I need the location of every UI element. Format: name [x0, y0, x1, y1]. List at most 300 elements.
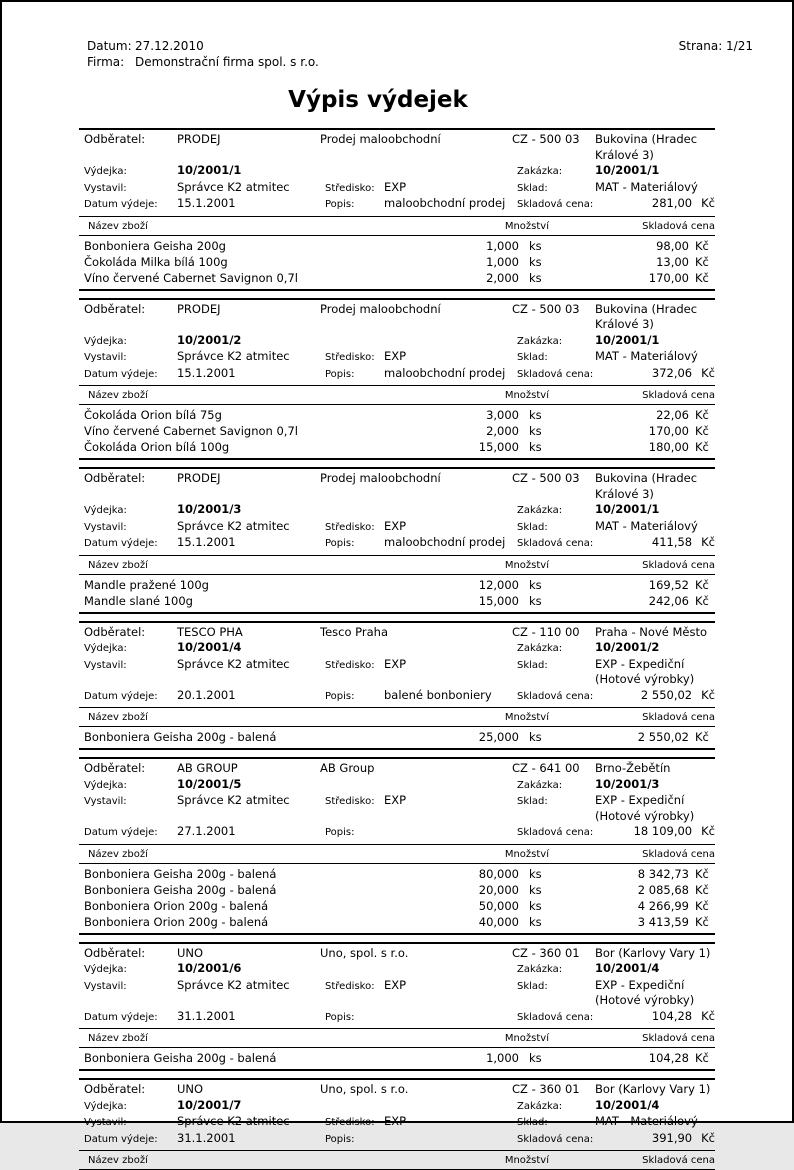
voucher-number-label: Výdejka: — [84, 779, 127, 791]
currency-label: Kč — [701, 365, 715, 380]
firm-row — [87, 54, 319, 70]
description-label: Popis: — [325, 827, 355, 838]
issue-date-label: Datum výdeje: — [84, 1133, 158, 1145]
item-row — [79, 898, 715, 914]
warehouse-value: MAT - Materiálový — [595, 349, 698, 363]
issue-date-value: 15.1.2001 — [177, 365, 236, 380]
stock-price-label: Skladová cena: — [517, 1011, 594, 1023]
items-list — [79, 575, 715, 612]
items-list — [79, 864, 715, 933]
page-header-left — [87, 38, 319, 70]
column-header-name: Název zboží — [88, 559, 148, 571]
item-currency: Kč — [695, 898, 709, 913]
voucher-header — [79, 759, 715, 845]
column-header-price: Skladová cena — [642, 1155, 715, 1166]
department-value: EXP — [384, 793, 407, 807]
item-currency: Kč — [695, 440, 709, 454]
issuer-value: Správce K2 atmitec — [177, 518, 290, 533]
description-label: Popis: — [325, 1011, 355, 1023]
column-header-price: Skladová cena — [642, 220, 715, 232]
item-row — [79, 729, 715, 745]
department-value: EXP — [384, 656, 407, 671]
stock-price-label: Skladová cena: — [517, 368, 594, 380]
column-header-price: Skladová cena — [642, 390, 715, 401]
customer-city: Bor (Karlovy Vary 1) — [595, 1082, 711, 1096]
warehouse-label: Sklad: — [517, 796, 548, 807]
item-name: Bonboniera Geisha 200g - balená — [84, 866, 277, 881]
column-header-quantity: Množství — [504, 1155, 549, 1166]
customer-label: Odběratel: — [84, 471, 146, 485]
item-name: Bonboniera Orion 200g - balená — [84, 898, 269, 913]
item-row — [79, 1050, 715, 1066]
item-unit: ks — [529, 882, 542, 897]
issuer-row — [79, 519, 715, 536]
column-header-name: Název zboží — [88, 1033, 148, 1044]
voucher-number-row — [79, 1098, 715, 1115]
currency-label: Kč — [701, 1008, 715, 1023]
stock-price-value: 372,06 — [651, 365, 693, 380]
page-header — [79, 38, 753, 70]
item-name: Čokoláda Orion bílá 100g — [84, 440, 230, 454]
item-name: Mandle slané 100g — [84, 593, 193, 608]
warehouse-value: EXP - Expediční (Hotové výrobky) — [595, 656, 695, 686]
customer-label: Odběratel: — [84, 945, 146, 960]
warehouse-label: Sklad: — [517, 352, 548, 363]
column-header-price: Skladová cena — [642, 848, 715, 860]
item-currency: Kč — [695, 914, 709, 929]
voucher-header — [79, 944, 715, 1030]
issue-date-row — [79, 824, 715, 841]
issue-date-label: Datum výdeje: — [84, 368, 158, 380]
items-column-header — [79, 708, 715, 727]
issue-date-value: 27.1.2001 — [177, 824, 236, 838]
warehouse-value: MAT - Materiálový — [595, 1114, 698, 1128]
voucher-number-value: 10/2001/1 — [177, 163, 242, 177]
issuer-label: Vystavil: — [84, 521, 127, 533]
item-price: 170,00 — [648, 424, 689, 438]
customer-city: Bukovina (Hradec Králové 3) — [595, 471, 698, 501]
order-value: 10/2001/1 — [595, 332, 660, 347]
issue-date-value: 20.1.2001 — [177, 687, 236, 702]
description-label: Popis: — [325, 368, 355, 380]
description-label: Popis: — [325, 690, 355, 702]
item-quantity: 1,000 — [486, 1051, 519, 1065]
customer-city: Bukovina (Hradec Králové 3) — [595, 132, 698, 162]
warehouse-label: Sklad: — [517, 659, 548, 671]
description-label: Popis: — [325, 199, 355, 210]
issue-date-value: 15.1.2001 — [177, 196, 236, 210]
date-row — [87, 38, 319, 54]
voucher-number-value: 10/2001/2 — [177, 332, 242, 347]
column-header-quantity: Množství — [504, 712, 549, 723]
item-row — [79, 593, 715, 609]
item-currency: Kč — [695, 424, 709, 438]
stock-price-cell — [595, 824, 715, 840]
currency-label: Kč — [701, 535, 715, 549]
voucher-number-label: Výdejka: — [84, 1100, 127, 1112]
issue-date-row — [79, 1131, 715, 1148]
column-header-price: Skladová cena — [642, 1033, 715, 1044]
description-value: balené bonboniery — [384, 687, 492, 702]
item-currency: Kč — [695, 254, 709, 269]
stock-price-value: 18 109,00 — [633, 824, 693, 838]
description-label: Popis: — [325, 538, 355, 549]
customer-zip: CZ - 500 03 — [512, 132, 580, 146]
currency-label: Kč — [701, 196, 715, 210]
item-name: Bonboniera Geisha 200g — [84, 238, 226, 253]
customer-label: Odběratel: — [84, 761, 146, 775]
item-price: 180,00 — [648, 440, 689, 454]
issue-date-value: 31.1.2001 — [177, 1008, 236, 1023]
warehouse-value: EXP - Expediční (Hotové výrobky) — [595, 977, 695, 1007]
issue-date-label: Datum výdeje: — [84, 690, 158, 702]
voucher-number-value: 10/2001/7 — [177, 1097, 242, 1112]
issuer-value: Správce K2 atmitec — [177, 349, 290, 363]
report-title: Výpis výdejek — [288, 87, 468, 113]
description-value: maloobchodní prodej — [384, 365, 506, 380]
item-price: 104,28 — [648, 1051, 689, 1065]
customer-row — [79, 302, 715, 333]
column-header-quantity: Množství — [504, 390, 549, 401]
issuer-label: Vystavil: — [84, 659, 127, 671]
voucher-header — [79, 130, 715, 217]
item-quantity: 25,000 — [478, 730, 519, 744]
customer-code: UNO — [177, 1082, 204, 1096]
department-label: Středisko: — [325, 1117, 375, 1128]
items-list — [79, 727, 715, 748]
customer-row — [79, 625, 715, 641]
customer-zip: CZ - 500 03 — [512, 301, 580, 316]
item-name: Bonboniera Geisha 200g - balená — [84, 730, 277, 744]
stock-price-label: Skladová cena: — [517, 538, 594, 549]
customer-code: AB GROUP — [177, 761, 238, 775]
issuer-label: Vystavil: — [84, 796, 127, 807]
order-label: Zakázka: — [517, 505, 563, 516]
column-header-name: Název zboží — [88, 220, 148, 232]
voucher-section — [79, 757, 715, 935]
item-unit: ks — [529, 898, 542, 913]
stock-price-value: 2 550,02 — [640, 687, 693, 702]
customer-code: TESCO PHA — [177, 624, 243, 639]
item-price: 8 342,73 — [637, 866, 689, 881]
item-quantity: 15,000 — [478, 593, 519, 608]
item-row — [79, 914, 715, 930]
column-header-name: Název zboží — [88, 712, 148, 723]
item-row — [79, 439, 715, 455]
item-currency: Kč — [695, 577, 709, 592]
stock-price-value: 391,90 — [651, 1130, 693, 1145]
issuer-row — [79, 657, 715, 688]
order-value: 10/2001/3 — [595, 776, 660, 791]
customer-name: Tesco Praha — [320, 624, 388, 639]
voucher-number-row — [79, 502, 715, 519]
voucher-number-row — [79, 163, 715, 180]
column-header-name: Název zboží — [88, 1155, 148, 1166]
stock-price-label: Skladová cena: — [517, 199, 594, 210]
customer-city: Praha - Nové Město — [595, 624, 708, 639]
item-row — [79, 407, 715, 423]
stock-price-cell — [595, 1131, 715, 1147]
item-row — [79, 577, 715, 593]
issuer-value: Správce K2 atmitec — [177, 1114, 290, 1128]
description-value: maloobchodní prodej — [384, 535, 506, 549]
department-value: EXP — [384, 1114, 407, 1128]
item-unit: ks — [529, 1051, 542, 1065]
item-name: Víno červené Cabernet Savignon 0,7l — [84, 424, 298, 438]
warehouse-label: Sklad: — [517, 521, 548, 533]
item-currency: Kč — [695, 882, 709, 897]
department-label: Středisko: — [325, 521, 375, 533]
customer-label: Odběratel: — [84, 132, 146, 146]
voucher-number-value: 10/2001/5 — [177, 776, 242, 791]
stock-price-cell — [595, 535, 715, 551]
item-price: 169,52 — [648, 577, 689, 592]
item-quantity: 12,000 — [478, 577, 519, 592]
item-price: 242,06 — [648, 593, 689, 608]
warehouse-label: Sklad: — [517, 182, 548, 194]
item-currency: Kč — [695, 270, 709, 285]
item-unit: ks — [529, 593, 542, 608]
issuer-row — [79, 978, 715, 1009]
item-quantity: 2,000 — [486, 424, 519, 438]
date-value: 27.12.2010 — [135, 39, 204, 53]
item-unit: ks — [529, 730, 542, 744]
order-value: 10/2001/4 — [595, 961, 660, 975]
voucher-number-label: Výdejka: — [84, 643, 127, 654]
warehouse-value: EXP - Expediční (Hotové výrobky) — [595, 793, 695, 823]
column-header-name: Název zboží — [88, 390, 148, 401]
item-row — [79, 238, 715, 254]
order-label: Zakázka: — [517, 166, 563, 177]
column-header-quantity: Množství — [504, 848, 549, 860]
issuer-label: Vystavil: — [84, 980, 127, 992]
voucher-number-label: Výdejka: — [84, 166, 127, 177]
item-unit: ks — [529, 270, 542, 285]
stock-price-label: Skladová cena: — [517, 827, 594, 838]
currency-label: Kč — [701, 824, 715, 838]
item-unit: ks — [529, 440, 542, 454]
customer-row — [79, 471, 715, 502]
issuer-label: Vystavil: — [84, 352, 127, 363]
item-name: Bonboniera Geisha 200g - balená — [84, 882, 277, 897]
stock-price-value: 104,28 — [651, 1008, 693, 1023]
column-header-price: Skladová cena — [642, 712, 715, 723]
item-row — [79, 254, 715, 270]
customer-zip: CZ - 110 00 — [512, 624, 580, 639]
issue-date-value: 15.1.2001 — [177, 535, 236, 549]
column-header-quantity: Množství — [504, 559, 549, 571]
item-name: Mandle pražené 100g — [84, 577, 209, 592]
column-header-price: Skladová cena — [642, 559, 715, 571]
item-row — [79, 423, 715, 439]
voucher-number-row — [79, 961, 715, 978]
sections-container — [79, 128, 715, 1170]
column-header-quantity: Množství — [504, 220, 549, 232]
issue-date-label: Datum výdeje: — [84, 538, 158, 549]
items-column-header — [79, 217, 715, 236]
item-quantity: 15,000 — [478, 440, 519, 454]
item-name: Čokoláda Milka bílá 100g — [84, 254, 228, 269]
issuer-label: Vystavil: — [84, 182, 127, 194]
order-label: Zakázka: — [517, 643, 563, 654]
voucher-number-value: 10/2001/3 — [177, 502, 242, 516]
item-name: Bonboniera Orion 200g - balená — [84, 914, 269, 929]
voucher-number-row — [79, 333, 715, 350]
item-currency: Kč — [695, 408, 709, 422]
customer-name: Prodej maloobchodní — [320, 132, 441, 146]
firm-value: Demonstrační firma spol. s r.o. — [135, 55, 319, 69]
items-column-header — [79, 1151, 715, 1170]
issue-date-row — [79, 535, 715, 552]
department-label: Středisko: — [325, 659, 375, 671]
item-quantity: 50,000 — [478, 898, 519, 913]
currency-label: Kč — [701, 687, 715, 702]
item-unit: ks — [529, 408, 542, 422]
issue-date-row — [79, 1009, 715, 1026]
items-column-header — [79, 556, 715, 575]
voucher-number-label: Výdejka: — [84, 964, 127, 975]
item-quantity: 3,000 — [486, 408, 519, 422]
issuer-value: Správce K2 atmitec — [177, 179, 290, 194]
item-currency: Kč — [695, 238, 709, 253]
item-unit: ks — [529, 424, 542, 438]
order-value: 10/2001/4 — [595, 1097, 660, 1112]
item-price: 22,06 — [656, 408, 689, 422]
warehouse-label: Sklad: — [517, 980, 548, 992]
item-quantity: 1,000 — [486, 254, 519, 269]
item-currency: Kč — [695, 1051, 709, 1065]
item-row — [79, 270, 715, 286]
customer-city: Bor (Karlovy Vary 1) — [595, 945, 711, 960]
item-unit: ks — [529, 866, 542, 881]
item-name: Čokoláda Orion bílá 75g — [84, 408, 222, 422]
customer-label: Odběratel: — [84, 624, 146, 639]
items-column-header — [79, 845, 715, 864]
item-quantity: 40,000 — [478, 914, 519, 929]
item-price: 2 085,68 — [637, 882, 689, 897]
item-currency: Kč — [695, 593, 709, 608]
item-price: 13,00 — [656, 254, 689, 269]
issuer-row — [79, 349, 715, 366]
firm-label: Firma: — [87, 55, 125, 69]
issue-date-label: Datum výdeje: — [84, 1011, 158, 1023]
department-value: EXP — [384, 349, 407, 363]
issuer-row — [79, 1114, 715, 1131]
voucher-number-row — [79, 777, 715, 794]
customer-name: Prodej maloobchodní — [320, 301, 441, 316]
order-label: Zakázka: — [517, 964, 563, 975]
customer-zip: CZ - 641 00 — [512, 761, 580, 775]
issue-date-value: 31.1.2001 — [177, 1130, 236, 1145]
items-list — [79, 1048, 715, 1069]
customer-row — [79, 132, 715, 163]
voucher-section — [79, 621, 715, 751]
voucher-header — [79, 1080, 715, 1151]
item-unit: ks — [529, 254, 542, 269]
item-unit: ks — [529, 238, 542, 253]
customer-zip: CZ - 500 03 — [512, 471, 580, 485]
customer-row — [79, 761, 715, 777]
items-list — [79, 236, 715, 289]
issue-date-row — [79, 196, 715, 213]
customer-city: Brno-Žebětín — [595, 761, 671, 775]
department-label: Středisko: — [325, 352, 375, 363]
order-label: Zakázka: — [517, 779, 563, 791]
issue-date-row — [79, 688, 715, 705]
customer-label: Odběratel: — [84, 301, 146, 316]
warehouse-value: MAT - Materiálový — [595, 518, 698, 533]
issue-date-row — [79, 366, 715, 383]
item-name: Bonboniera Geisha 200g - balená — [84, 1051, 277, 1065]
department-label: Středisko: — [325, 980, 375, 992]
warehouse-value: MAT - Materiálový — [595, 179, 698, 194]
customer-name: Uno, spol. s r.o. — [320, 945, 409, 960]
department-label: Středisko: — [325, 796, 375, 807]
column-header-quantity: Množství — [504, 1033, 549, 1044]
voucher-section — [79, 1078, 715, 1170]
item-price: 4 266,99 — [637, 898, 689, 913]
customer-label: Odběratel: — [84, 1082, 146, 1096]
customer-zip: CZ - 360 01 — [512, 945, 580, 960]
stock-price-label: Skladová cena: — [517, 1133, 594, 1145]
customer-code: UNO — [177, 945, 204, 960]
date-label: Datum: — [87, 39, 132, 53]
item-quantity: 80,000 — [478, 866, 519, 881]
item-quantity: 1,000 — [486, 238, 519, 253]
department-value: EXP — [384, 977, 407, 992]
stock-price-cell — [595, 196, 715, 212]
customer-row — [79, 946, 715, 962]
stock-price-cell — [595, 688, 715, 704]
customer-name: Uno, spol. s r.o. — [320, 1082, 409, 1096]
item-currency: Kč — [695, 866, 709, 881]
order-value: 10/2001/2 — [595, 640, 660, 654]
voucher-number-label: Výdejka: — [84, 505, 127, 516]
customer-city: Bukovina (Hradec Králové 3) — [595, 301, 698, 331]
issuer-row — [79, 180, 715, 197]
issuer-row — [79, 793, 715, 824]
description-value: maloobchodní prodej — [384, 196, 506, 210]
stock-price-label: Skladová cena: — [517, 690, 594, 702]
issue-date-label: Datum výdeje: — [84, 199, 158, 210]
description-label: Popis: — [325, 1133, 355, 1145]
issuer-value: Správce K2 atmitec — [177, 793, 290, 807]
order-label: Zakázka: — [517, 1100, 563, 1112]
voucher-header — [79, 469, 715, 556]
item-currency: Kč — [695, 730, 709, 744]
customer-name: Prodej maloobchodní — [320, 471, 441, 485]
item-unit: ks — [529, 914, 542, 929]
item-row — [79, 866, 715, 882]
item-name: Víno červené Cabernet Savignon 0,7l — [84, 270, 298, 285]
customer-code: PRODEJ — [177, 301, 221, 316]
voucher-number-label: Výdejka: — [84, 335, 127, 347]
issuer-value: Správce K2 atmitec — [177, 977, 290, 992]
issue-date-label: Datum výdeje: — [84, 827, 158, 838]
warehouse-label: Sklad: — [517, 1117, 548, 1128]
voucher-section — [79, 942, 715, 1072]
column-header-name: Název zboží — [88, 848, 148, 860]
order-value: 10/2001/1 — [595, 502, 660, 516]
items-column-header — [79, 386, 715, 405]
page-number: Strana: 1/21 — [678, 39, 753, 53]
items-list — [79, 405, 715, 458]
voucher-section — [79, 467, 715, 614]
voucher-number-value: 10/2001/4 — [177, 640, 242, 654]
item-row — [79, 882, 715, 898]
voucher-number-row — [79, 640, 715, 657]
customer-code: PRODEJ — [177, 471, 221, 485]
